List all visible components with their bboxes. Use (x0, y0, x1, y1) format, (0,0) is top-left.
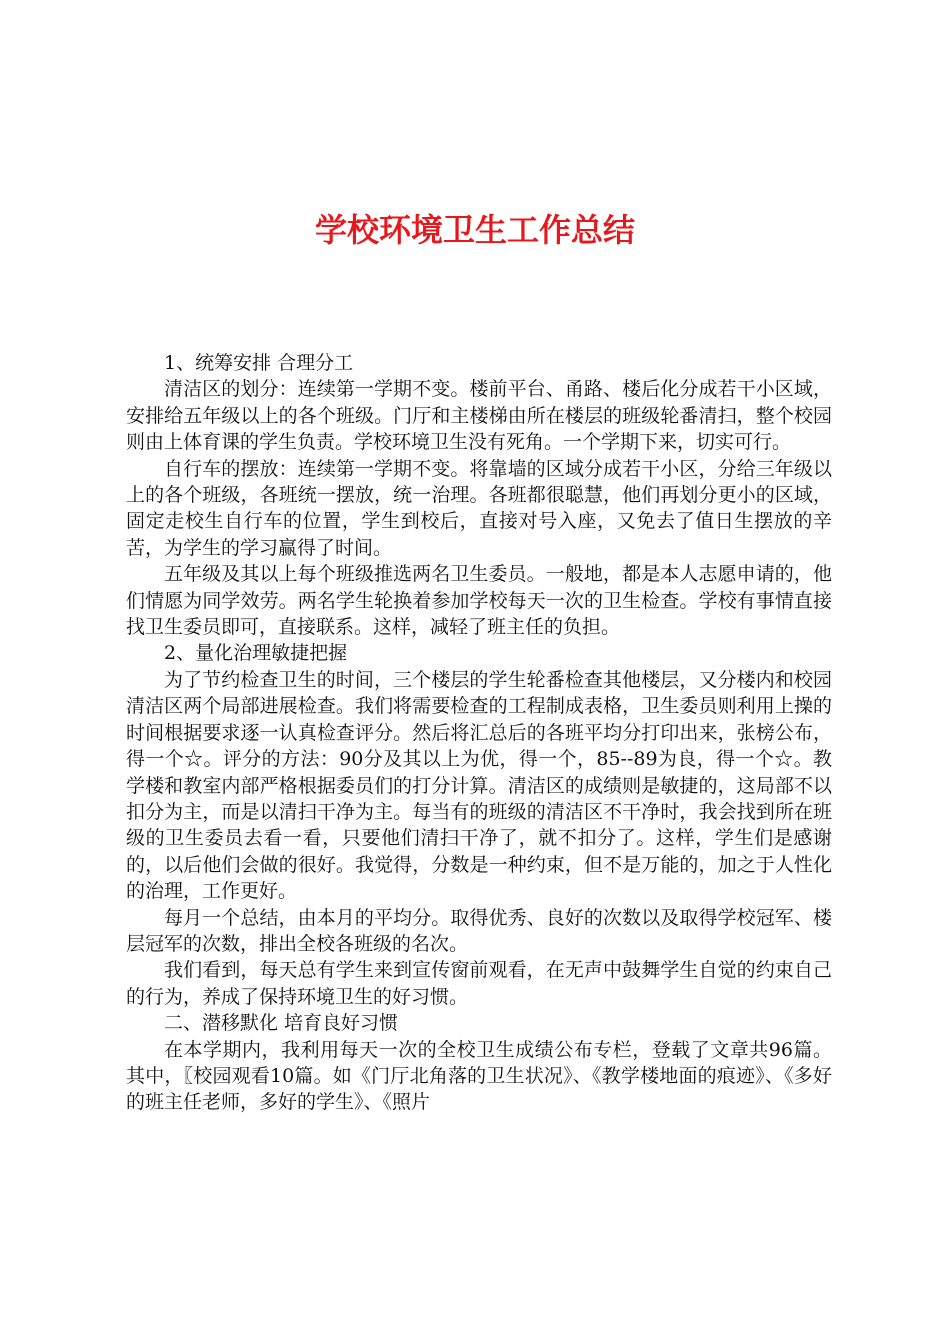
section-heading-2: 2、量化治理敏捷把握 (164, 642, 348, 665)
document-title: 学校环境卫生工作总结 (314, 211, 635, 249)
section-heading-3: 二、潜移默化 培育良好习惯 (164, 1012, 399, 1035)
paragraph: 清洁区的划分：连续第一学期不变。楼前平台、甬路、楼后化分成若干小区域，安排给五年级以上的各个班级。门厅和主楼梯由所在楼层的班级轮番清扫，整个校园则由上体育课的学生负责。学校环境卫生没有死角。一个学期下来，切实可行。 (126, 378, 832, 454)
paragraph: 每月一个总结，由本月的平均分。取得优秀、良好的次数以及取得学校冠军、楼层冠军的次数，排出全校各班级的名次。 (126, 906, 832, 955)
paragraph: 我们看到，每天总有学生来到宣传窗前观看，在无声中鼓舞学生自觉的约束自己的行为，养成了保持环境卫生的好习惯。 (126, 959, 832, 1008)
section-heading-1: 1、统筹安排 合理分工 (164, 352, 354, 374)
paragraph: 在本学期内，我利用每天一次的全校卫生成绩公布专栏，登载了文章共96篇。其中，〖校园观看10篇。如《门厅北角落的卫生状况》、《教学楼地面的痕迹》、《多好的班主任老师，多好的学生》、《照片 (126, 1038, 832, 1114)
paragraph: 自行车的摆放：连续第一学期不变。将靠墙的区域分成若干小区，分给三年级以上的各个班级，各班统一摆放，统一治理。各班都很聪慧，他们再划分更小的区域，固定走校生自行车的位置，学生到校后，直接对号入座，又免去了值日生摆放的辛苦，为学生的学习赢得了时间。 (126, 457, 832, 559)
document-body (126, 350, 832, 1116)
paragraph: 五年级及其以上每个班级推选两名卫生委员。一般地，都是本人志愿申请的，他们情愿为同学效劳。两名学生轮换着参加学校每天一次的卫生检查。学校有事情直接找卫生委员即可，直接联系。这样，减轻了班主任的负担。 (126, 563, 832, 639)
paragraph: 为了节约检查卫生的时间，三个楼层的学生轮番检查其他楼层，又分楼内和校园清洁区两个局部进展检查。我们将需要检查的工程制成表格，卫生委员则利用上操的时间根据要求逐一认真检查评分。然后将汇总后的各班平均分打印出来，张榜公布，得一个☆。评分的方法：90分及其以上为优，得一个，85--89为良，得一个☆。教学楼和教室内部严格根据委员们的打分计算。清洁区的成绩则是敏捷的，这局部不以扣分为主，而是以清扫干净为主。每当有的班级的清洁区不干净时，我会找到所在班级的卫生委员去看一看，只要他们清扫干净了，就不扣分了。这样，学生们是感谢的，以后他们会做的很好。我觉得，分数是一种约束，但不是万能的，加之于人性化的治理，工作更好。 (126, 668, 832, 903)
